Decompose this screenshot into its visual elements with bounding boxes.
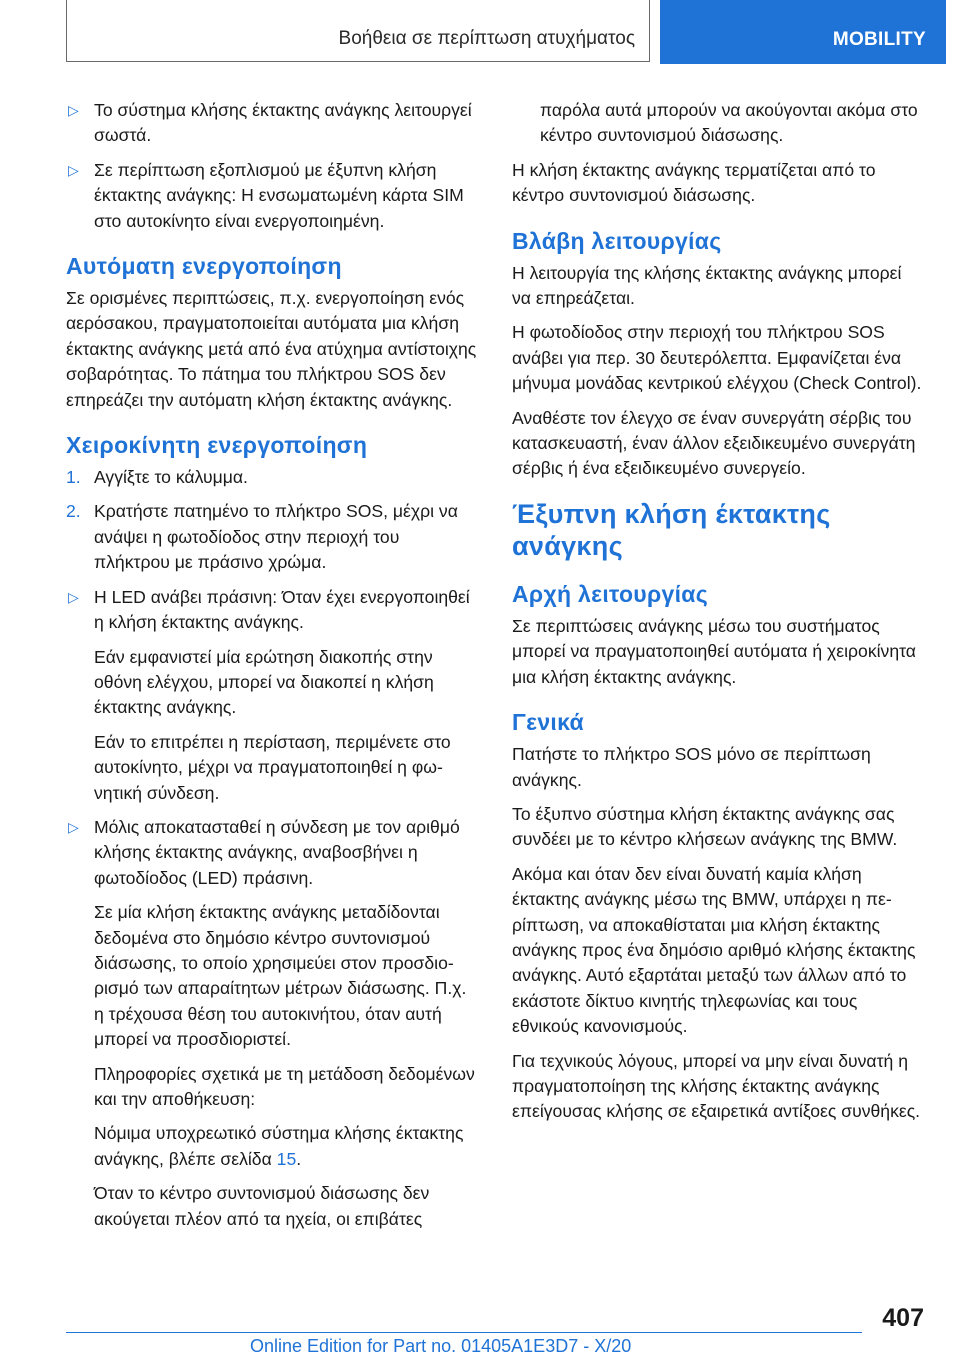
bullet-text: Σε περίπτωση εξοπλισμού με έξυπνη κλήση έκτακτης ανάγκης: Η ενσωματωμένη κάρτα SIM στο αυτοκίνητο είναι ενεργοποιημένη. [94,159,464,231]
numbered-step [66,465,478,490]
paragraph: Εάν το επιτρέπει η περίσταση, περιμένετε στο αυτοκίνητο, μέχρι να πραγματοποιηθεί η φωνητική σύνδεση. [94,731,451,803]
paragraph: Η κλήση έκτακτης ανάγκης τερματίζεται από το κέντρο συντονισμού διάσωσης. [512,159,876,206]
list-item [66,158,478,234]
section-heading-principle: Αρχή λειτουργίας [512,580,708,607]
list-item [66,815,478,891]
text: Νόμιμα υποχρεωτικό σύστημα κλήσης έκτακτης ανάγκης, βλέπε σελίδα [94,1123,464,1169]
section-heading-general: Γενικά [512,709,584,736]
page-number: 407 [882,1304,924,1332]
paragraph: Ακόμα και όταν δεν είναι δυνατή καμία κλήση έκτακτης ανάγκης μέσω της BMW, υπάρχει η περίπτωση, να αποκαθίσταται μια κλήση έκτακτης ανάγκης προς ένα δημόσιο αριθμό κλήσης έκτακτης ανάγκης. Αυτό εξαρτάται μεταξύ των άλλων από το εκάστοτε δίκτυο κινητής τηλεφωνίας και τους εθνικούς κανονισμούς. [512,863,916,1037]
section-heading-auto: Αυτόματη ενεργοποίηση [66,253,342,280]
bullet-text: Μόλις αποκατασταθεί η σύνδεση με τον αριθμό κλήσης έκτακτης ανάγκης, αναβοσβήνει η φωτοδίοδος (LED) πράσινη. [94,816,460,888]
triangle-right-icon: ▷ [68,161,79,178]
list-item [66,585,478,636]
paragraph: Αναθέστε τον έλεγχο σε έναν συνεργάτη σέρβις του κατασκευαστή, έναν άλλον εξειδικευμένο συνεργάτη σέρβις ή ένα εξειδικευμένο συνεργείο. [512,407,916,479]
chapter-heading-smart-call: Έξυπνη κλήση έκτακτης ανάγκης [512,498,831,561]
text: . [296,1148,302,1169]
step-number: 1. [66,467,81,488]
paragraph: Σε μία κλήση έκτακτης ανάγκης μεταδίδονται δεδομένα στο δημόσιο κέντρο συντονισμού διάσωσης, το οποίο χρησιμεύει στον προσδιορισμό των απαραίτητων μέτρων διάσωσης. Π.χ. η τρέχουσα θέση του αυτοκινήτου, όταν αυτή μπορεί να προσδιοριστεί. [94,902,467,1050]
mobility-tab-label: MOBILITY [832,29,926,50]
paragraph: Πατήστε το πλήκτρο SOS μόνο σε περίπτωση ανάγκης. [512,744,871,790]
footer-edition: Online Edition for Part no. 01405A1E3D7 - X/20 [250,1336,632,1356]
triangle-right-icon: ▷ [68,588,79,605]
page-header [66,0,946,64]
paragraph: Το έξυπνο σύστημα κλήση έκτακτης ανάγκης σας συνδέει με το κέντρο κλήσεων ανάγκης της BMW. [512,803,898,850]
mobility-tab[interactable] [660,0,946,64]
bullet-text: Η LED ανάβει πράσινη: Όταν έχει ενεργοποιηθεί η κλήση έκτακτης ανάγκης. [94,586,470,633]
list-item [66,98,478,149]
numbered-step [66,499,478,575]
step-text: Κρατήστε πατημένο το πλήκτρο SOS, μέχρι να ανάψει η φωτοδίοδος στην περιοχή του πλήκτρου με πράσινο χρώμα. [94,501,458,573]
paragraph: Για τεχνικούς λόγους, μπορεί να μην είναι δυνατή η πραγματοποίηση της κλήσης έκτακτης ανάγκης επείγουσας κλήσης σε εξαιρετικά αντίξοες συνθήκες. [512,1050,921,1122]
page-link-15[interactable]: 15 [276,1148,297,1169]
triangle-right-icon: ▷ [68,818,79,835]
paragraph: παρόλα αυτά μπορούν να ακούγονται ακόμα στο κέντρο συντονισμού διάσωσης. [540,100,918,146]
paragraph: Πληροφορίες σχετικά με τη μετάδοση δεδομένων και την αποθήκευση: [94,1063,475,1109]
paragraph [66,1121,478,1172]
section-heading-manual: Χειροκίνητη ενεργοποίηση [66,432,368,459]
header-title: Βοήθεια σε περίπτωση ατυχήματος [338,28,635,49]
section-heading-fault: Βλάβη λειτουργίας [512,227,722,254]
step-number: 2. [66,501,81,522]
right-column [512,98,924,1134]
paragraph: Η φωτοδίοδος στην περιοχή του πλήκτρου SOS ανάβει για περ. 30 δευτερόλεπτα. Εμφανίζεται ένα μήνυμα μονάδας κεντρικού ελέγχου (Check Control). [512,322,922,394]
left-column [66,98,478,1241]
triangle-right-icon: ▷ [68,102,79,118]
paragraph: Σε περιπτώσεις ανάγκης μέσω του συστήματος μπορεί να πραγματοποιηθεί αυτόματα ή χειροκίνητα μια κλήση έκτακτης ανάγκης. [512,615,916,687]
footer-divider [66,1332,862,1333]
paragraph: Σε ορισμένες περιπτώσεις, π.χ. ενεργοποίηση ενός αερόσακου, πραγματοποιείται αυτόματα μια κλήση έκτακτης ανάγκης μετά από ένα ατύχημα αντίστοιχης σοβαρότητας. Το πάτημα του πλήκτρου SOS δεν επηρεάζει την αυτόματη κλήση έκτακτης ανάγκης. [66,288,477,410]
bullet-text: Το σύστημα κλήσης έκτακτης ανάγκης λειτουργεί σωστά. [94,100,472,146]
header-title-box [66,0,650,62]
paragraph: Όταν το κέντρο συντονισμού διάσωσης δεν ακούγεται πλέον από τα ηχεία, οι επιβάτες [94,1183,430,1229]
step-text: Αγγίξτε το κάλυμμα. [94,467,248,488]
paragraph: Εάν εμφανιστεί μία ερώτηση διακοπής στην οθόνη ελέγχου, μπορεί να διακοπεί η κλήση έκτακτης ανάγκης. [94,646,434,718]
paragraph: Η λειτουργία της κλήσης έκτακτης ανάγκης μπορεί να επηρεάζεται. [512,262,902,309]
